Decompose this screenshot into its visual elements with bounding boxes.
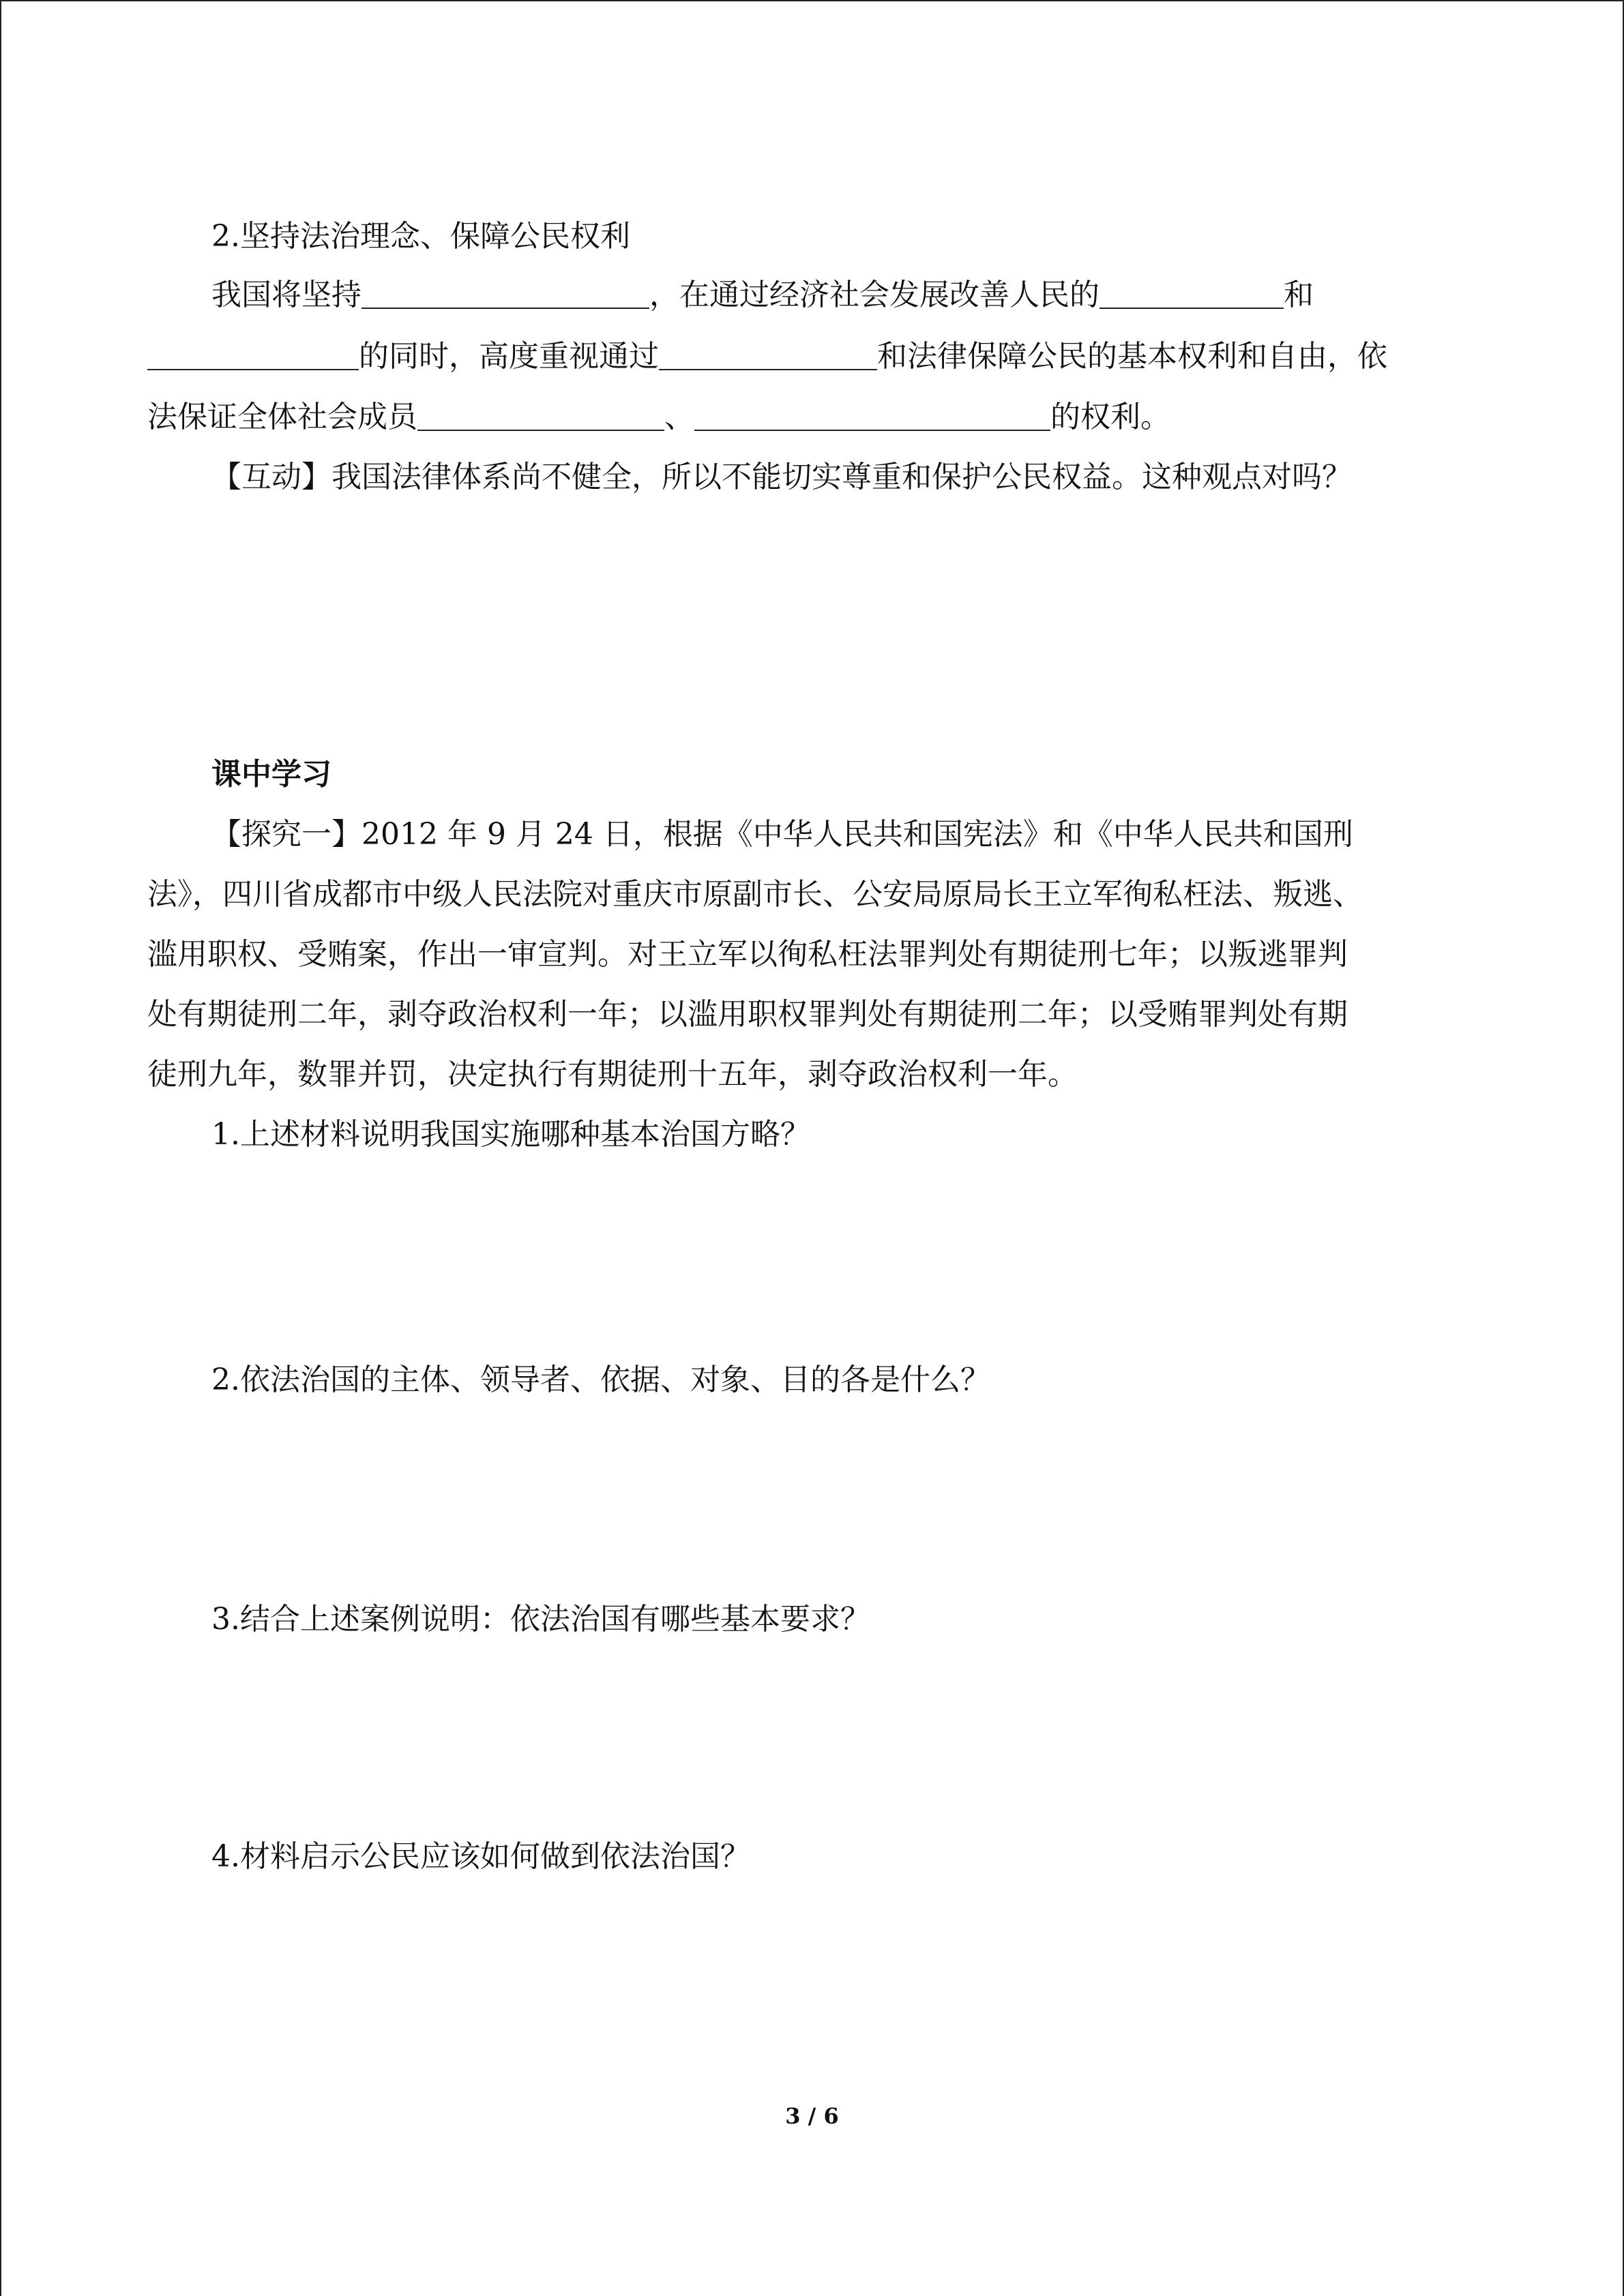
text: 的权利。 [1050, 400, 1170, 434]
explore-line: 徒刑九年，数罪并罚，决定执行有期徒刑十五年，剥夺政治权利一年。 [147, 1057, 1078, 1092]
paragraph-line [147, 397, 1477, 438]
explore-line: 处有期徒刑二年，剥夺政治权利一年；以滥用职权罪判处有期徒刑二年；以受贿罪判处有期 [147, 997, 1348, 1032]
fill-in-blank[interactable] [417, 402, 664, 431]
text: ，在通过经济社会发展改善人民的 [649, 278, 1099, 312]
question: 1.上述材料说明我国实施哪种基本治国方略？ [211, 1117, 810, 1152]
fill-in-blank[interactable] [659, 342, 877, 370]
question: 2.依法治国的主体、领导者、依据、对象、目的各是什么？ [211, 1362, 990, 1397]
section-title: 课中学习 [211, 757, 331, 792]
fill-in-blank[interactable] [361, 280, 649, 309]
text: 的同时，高度重视通过 [359, 339, 659, 374]
page-number: 3 / 6 [785, 2103, 839, 2129]
fill-in-blank[interactable] [694, 402, 1050, 431]
text: 我国将坚持 [211, 278, 361, 312]
question: 4.材料启示公民应该如何做到依法治国？ [211, 1839, 750, 1874]
text: 、 [664, 400, 694, 434]
explore-line: 法》，四川省成都市中级人民法院对重庆市原副市长、公安局原局长王立军徇私枉法、叛逃、 [147, 877, 1363, 912]
text: 和法律保障公民的基本权利和自由，依 [877, 339, 1387, 374]
page-top-border [0, 0, 1624, 1]
explore-line: 【探究一】2012 年 9 月 24 日，根据《中华人民共和国宪法》和《中华人民共和国刑 [211, 817, 1353, 852]
text: 法保证全体社会成员 [147, 400, 417, 434]
question: 3.结合上述案例说明：依法治国有哪些基本要求？ [211, 1602, 870, 1637]
page-left-border [0, 0, 1, 2296]
paragraph-line [211, 275, 1477, 316]
section-heading: 2.坚持法治理念、保障公民权利 [211, 219, 630, 254]
fill-in-blank[interactable] [147, 342, 359, 370]
fill-in-blank[interactable] [1099, 280, 1284, 309]
explore-line: 滥用职权、受贿案，作出一审宣判。对王立军以徇私枉法罪判处有期徒刑七年；以叛逃罪判 [147, 937, 1348, 972]
interaction-question: 【互动】我国法律体系尚不健全，所以不能切实尊重和保护公民权益。这种观点对吗？ [211, 460, 1352, 494]
text: 和 [1284, 278, 1314, 312]
paragraph-line [147, 336, 1477, 377]
